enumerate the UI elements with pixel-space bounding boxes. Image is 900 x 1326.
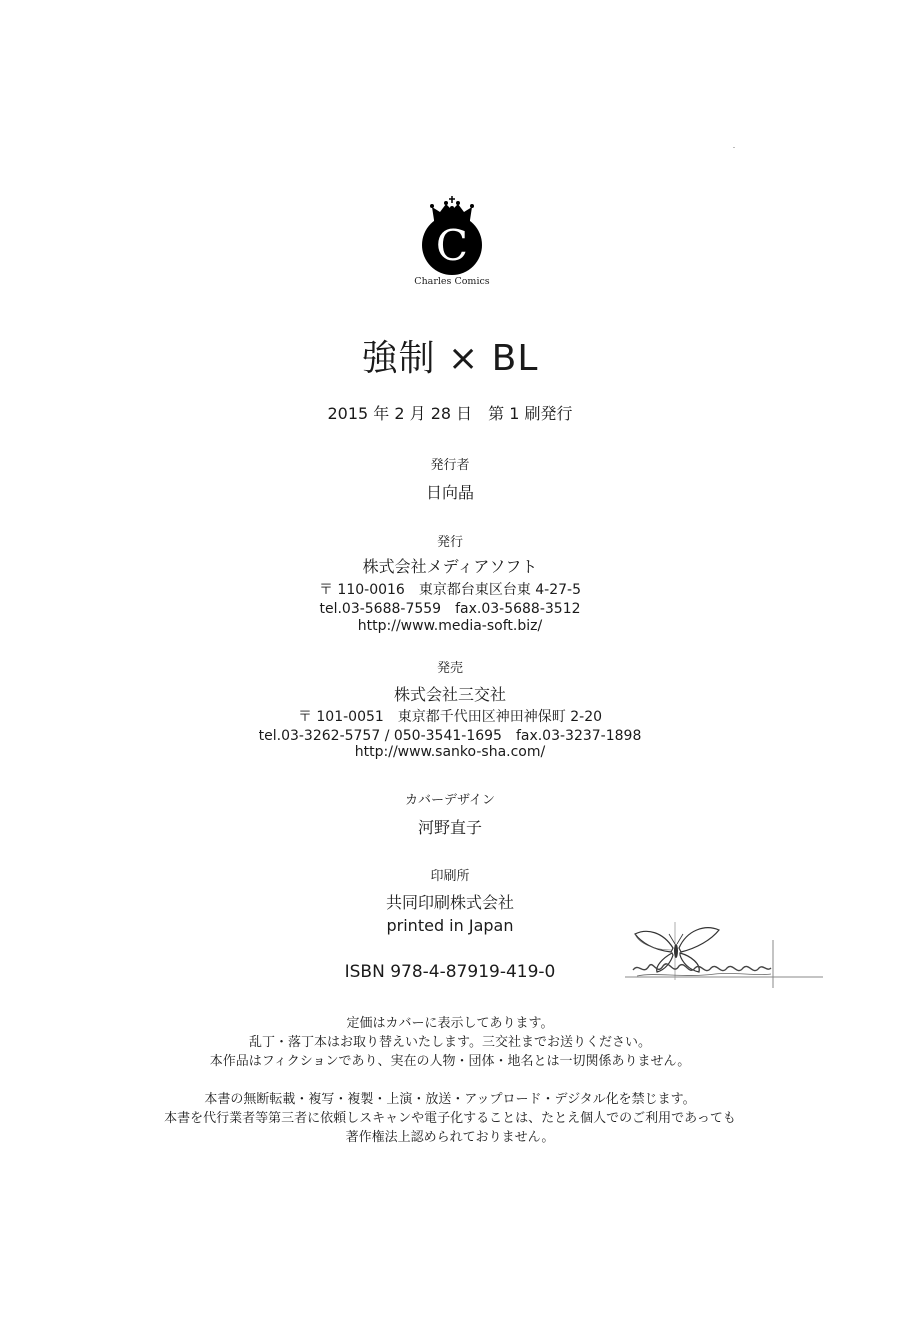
crown-c-icon	[400, 192, 504, 276]
printer-label: 印刷所	[430, 869, 470, 884]
issuer-company: 株式会社メディアソフト	[362, 557, 538, 576]
stray-mark	[733, 147, 735, 148]
publication-date: 2015 年 2 月 28 日 第 1 刷発行	[327, 404, 573, 423]
notice-line: 乱丁・落丁本はお取り替えいたします。三交社までお送りください。	[249, 1035, 651, 1050]
publisher-person-label: 発行者	[430, 458, 470, 473]
copyright-notice-line: 本書の無断転載・複写・複製・上演・放送・アップロード・デジタル化を禁じます。	[204, 1092, 696, 1107]
publisher-person-name: 日向晶	[425, 483, 474, 502]
cover-designer-name: 河野直子	[417, 818, 482, 837]
book-title: 強制 × BL	[361, 338, 539, 379]
notice-line: 定価はカバーに表示してあります。	[346, 1016, 554, 1031]
distributor-phone: tel.03-3262-5757 / 050-3541-1695 fax.03-3237-1898	[258, 728, 642, 744]
distributor-address: 〒 101-0051 東京都千代田区神田神保町 2-20	[297, 709, 603, 725]
distributor-url: http://www.sanko-sha.com/	[354, 744, 546, 760]
printer-company: 共同印刷株式会社	[385, 893, 514, 912]
logo-caption: Charles Comics	[414, 276, 490, 287]
distributor-company: 株式会社三交社	[393, 685, 506, 704]
isbn: ISBN 978-4-87919-419-0	[344, 962, 556, 982]
issuer-address: 〒 110-0016 東京都台東区台東 4-27-5	[318, 582, 582, 598]
distributor-label: 発売	[436, 661, 463, 676]
printed-in: printed in Japan	[386, 916, 514, 935]
copyright-notice-line: 著作権法上認められておりません。	[345, 1130, 555, 1145]
issuer-label: 発行	[436, 535, 463, 550]
svg-text:C: C	[435, 221, 469, 270]
issuer-phone: tel.03-5688-7559 fax.03-5688-3512	[319, 601, 581, 617]
butterfly-stamp-icon	[625, 920, 825, 990]
cover-design-label: カバーデザイン	[404, 793, 496, 808]
copyright-notice-line: 本書を代行業者等第三者に依頼しスキャンや電子化することは、たとえ個人でのご利用であっても	[164, 1111, 736, 1126]
issuer-url: http://www.media-soft.biz/	[357, 618, 543, 634]
notice-line: 本作品はフィクションであり、実在の人物・団体・地名とは一切関係ありません。	[209, 1054, 691, 1069]
publisher-logo	[400, 192, 504, 292]
